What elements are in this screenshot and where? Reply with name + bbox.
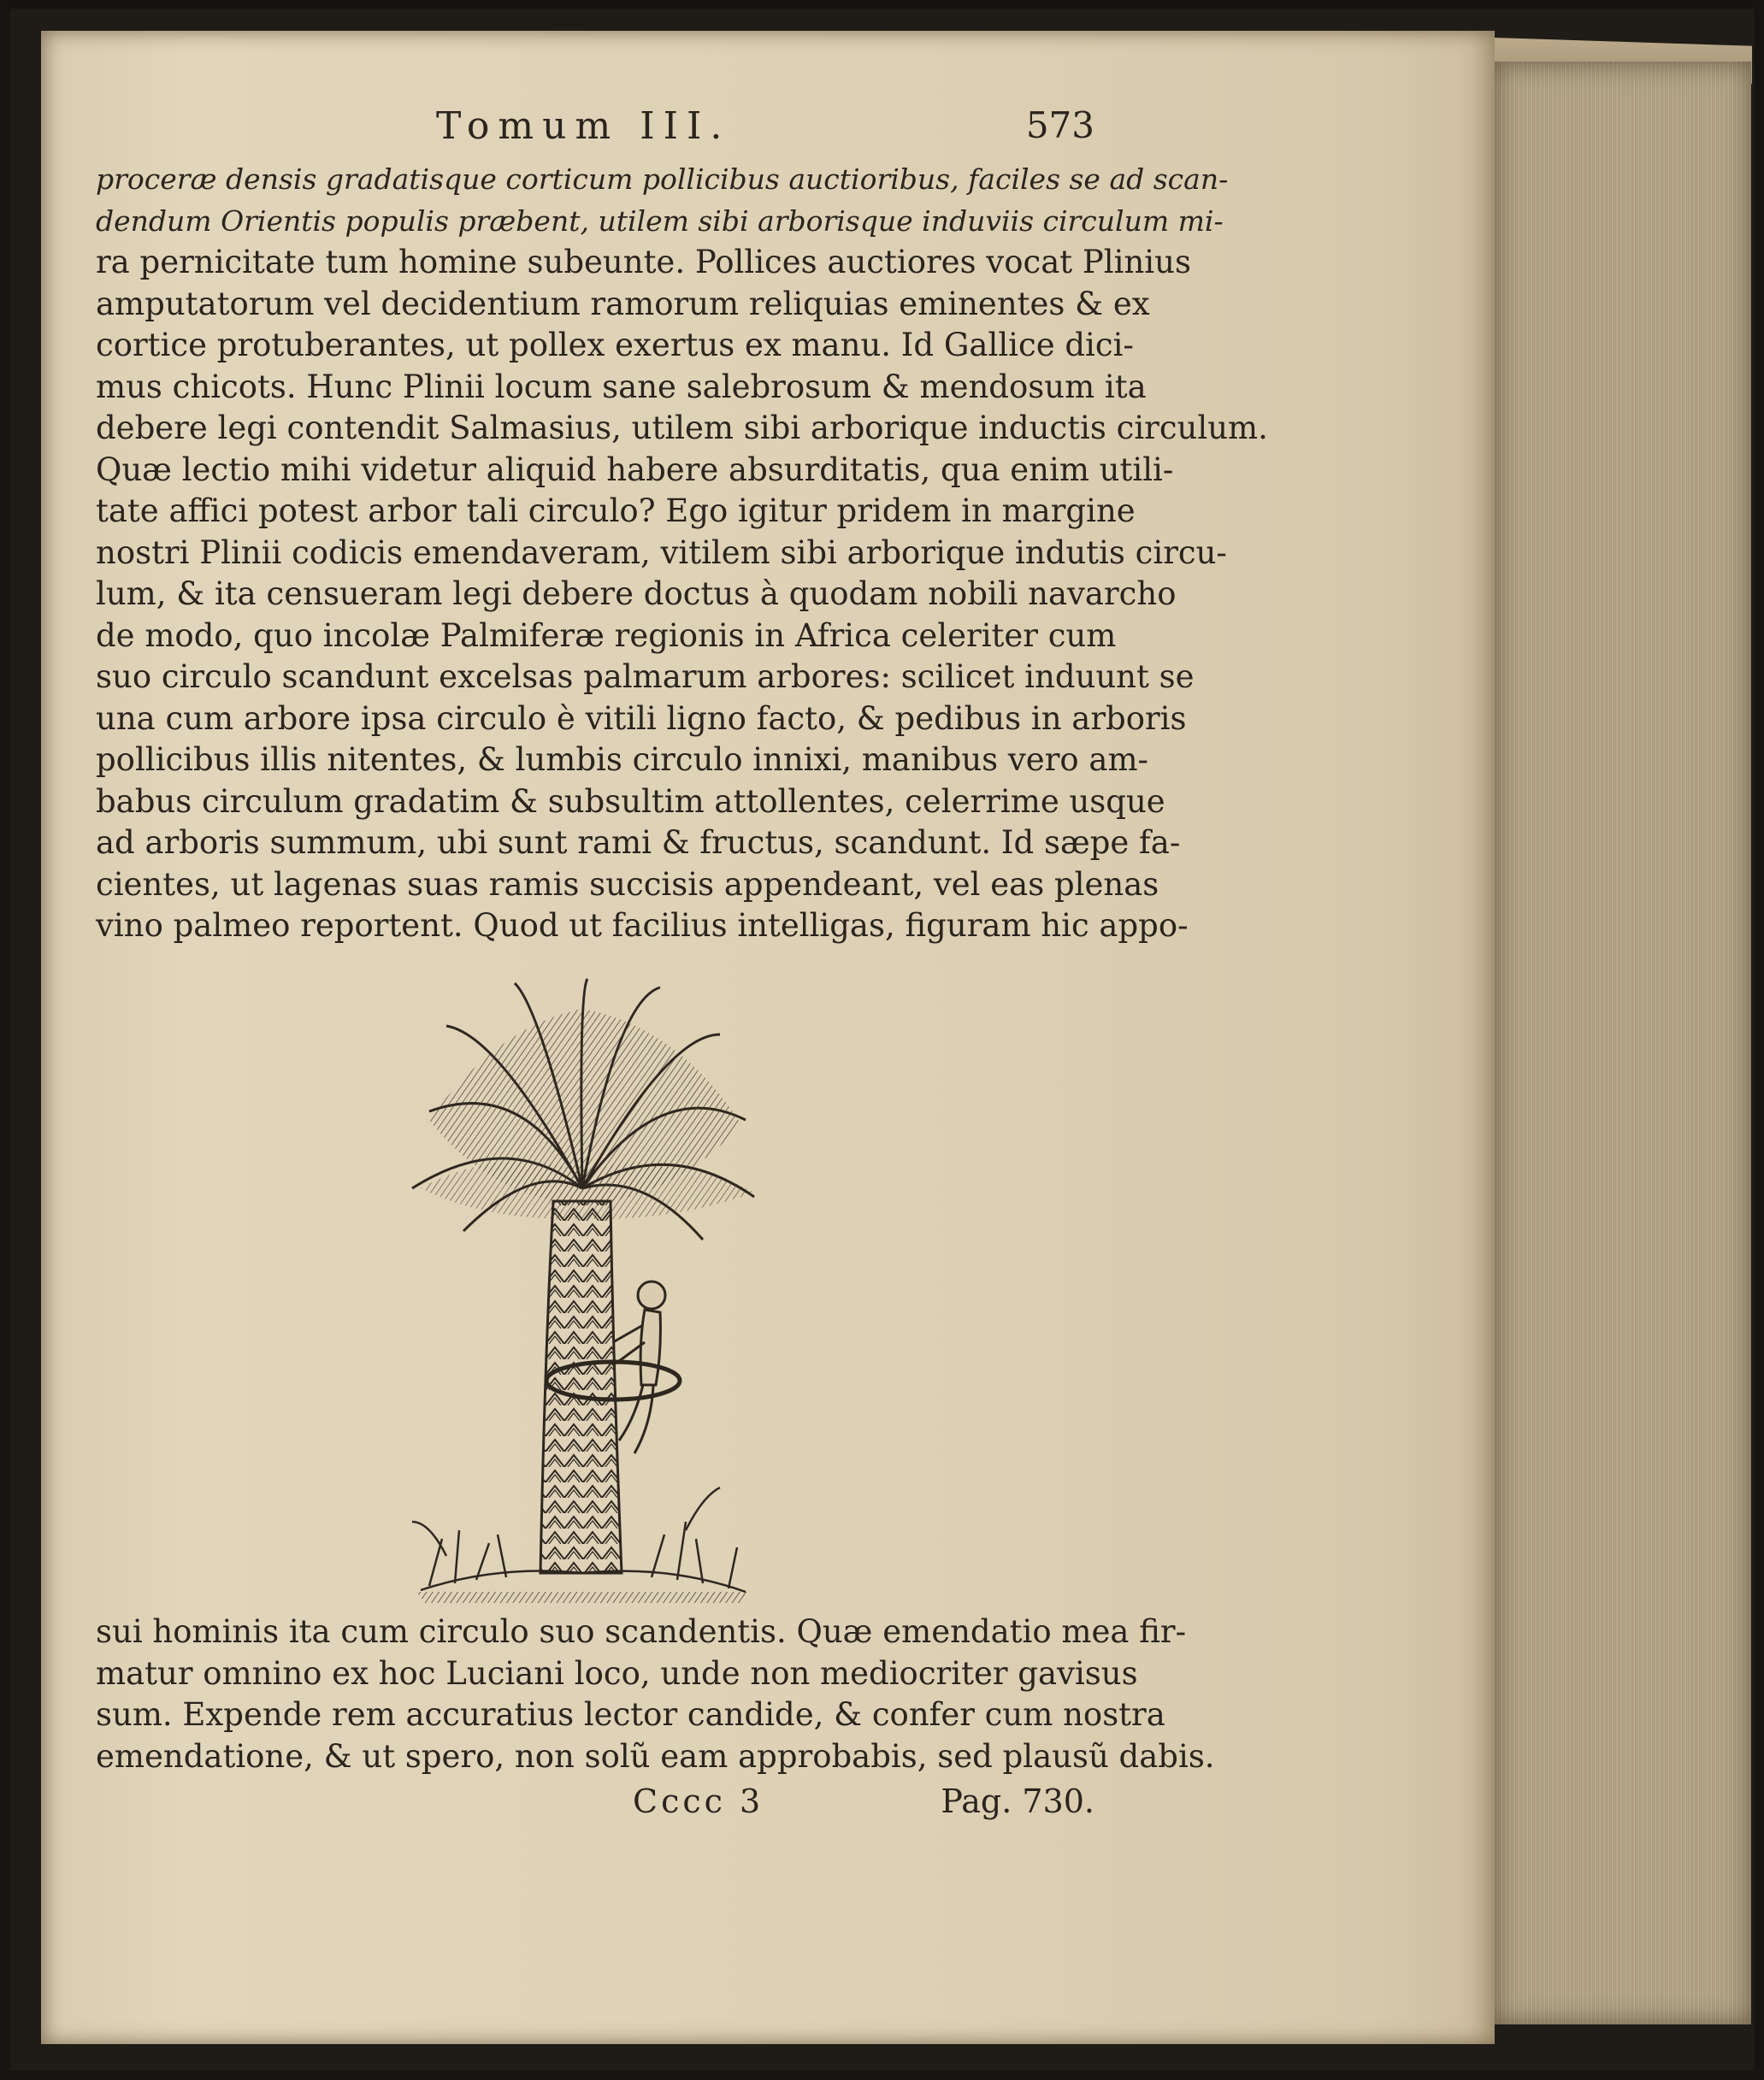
text-line: babus circulum gradatim & subsultim attollentes, celerrime usque xyxy=(96,782,1165,820)
text-line: vino palmeo reportent. Quod ut facilius intelligas, figuram hic appo- xyxy=(96,907,1189,944)
text-line: de modo, quo incolæ Palmiferæ regionis in Africa celeriter cum xyxy=(96,616,1117,654)
text-line: matur omnino ex hoc Luciani loco, unde non mediocriter gavisus xyxy=(96,1654,1138,1692)
text-line: tate affici potest arbor tali circulo? Ego igitur pridem in margine xyxy=(96,492,1136,529)
text-line: dendum Orientis populis præbent, utilem sibi arborisque induviis circulum mi- xyxy=(96,203,1224,238)
text-line: sui hominis ita cum circulo suo scandentis. Quæ emendatio mea fir- xyxy=(96,1613,1187,1650)
text-line: cientes, ut lagenas suas ramis succisis appendeant, vel eas plenas xyxy=(96,865,1159,903)
text-line: lum, & ita censueram legi debere doctus à quodam nobili navarcho xyxy=(96,575,1177,612)
text-line: amputatorum vel decidentium ramorum reliquias eminentes & ex xyxy=(96,285,1150,322)
text-line: sum. Expende rem accuratius lector candide, & confer cum nostra xyxy=(96,1696,1165,1733)
text-line: ra pernicitate tum homine subeunte. Pollices auctiores vocat Plinius xyxy=(96,244,1191,280)
woodcut-illustration xyxy=(395,975,770,1607)
text-line: pollicibus illis nitentes, & lumbis circulo innixi, manibus vero am- xyxy=(96,741,1149,778)
text-line: nostri Plinii codicis emendaveram, vitilem sibi arborique indutis circu- xyxy=(96,533,1227,571)
page-footer xyxy=(96,1777,1094,1827)
text-line: una cum arbore ipsa circulo è vitili ligno facto, & pedibus in arboris xyxy=(96,699,1187,737)
page-number: 573 xyxy=(1025,104,1094,146)
text-line: Quæ lectio mihi videtur aliquid habere absurditatis, qua enim utili- xyxy=(96,451,1174,488)
page-fore-edge xyxy=(1495,62,1751,2024)
text-line: suo circulo scandunt excelsas palmarum arbores: scilicet induunt se xyxy=(96,658,1195,695)
running-head-title: Tomum III. xyxy=(436,104,731,148)
palm-tree-woodcut xyxy=(395,975,770,1607)
text-line: debere legi contendit Salmasius, utilem sibi arborique inductis circulum. xyxy=(96,410,1268,446)
catchword: Pag. 730. xyxy=(941,1782,1094,1820)
upper-text-block xyxy=(96,103,1268,947)
text-line: ad arboris summum, ubi sunt rami & fructus, scandunt. Id sæpe fa- xyxy=(96,824,1181,861)
text-line: cortice protuberantes, ut pollex exertus ex manu. Id Gallice dici- xyxy=(96,327,1134,363)
signature-mark: Cccc 3 xyxy=(633,1782,764,1820)
lower-text-block xyxy=(96,1612,1215,1827)
text-line: proceræ densis gradatisque corticum pollicibus auctioribus, faciles se ad scan- xyxy=(96,162,1229,196)
running-head xyxy=(96,103,1094,159)
text-line: emendatione, & ut spero, non solũ eam approbabis, sed plausũ dabis. xyxy=(96,1737,1215,1775)
text-line: mus chicots. Hunc Plinii locum sane salebrosum & mendosum ita xyxy=(96,368,1147,405)
